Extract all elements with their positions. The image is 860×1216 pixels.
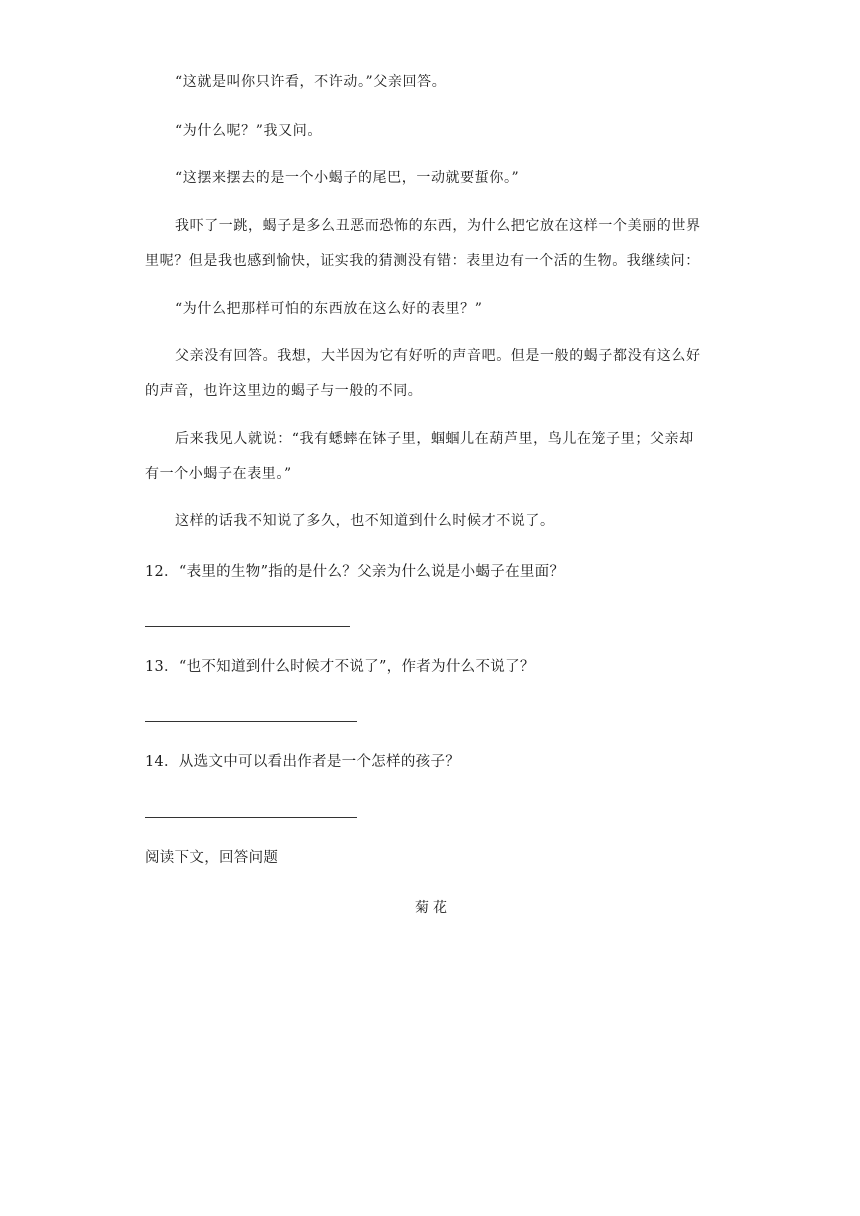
- question-text: 从选文中可以看出作者是一个怎样的孩子？: [178, 754, 461, 770]
- question-number: 12．: [145, 564, 179, 580]
- question-number: 13．: [145, 659, 179, 675]
- passage-line: 的声音，也许这里边的蝎子与一般的不同。: [145, 383, 423, 399]
- passage-line: 父亲没有回答。我想，大半因为它有好听的声音吧。但是一般的蝎子都没有这么好: [175, 348, 701, 364]
- question-text: “也不知道到什么时候才不说了”，作者为什么不说了？: [178, 659, 535, 675]
- question-12: [145, 562, 564, 582]
- passage-line: “为什么呢？”我又问。: [175, 123, 322, 139]
- passage-line: 我吓了一跳，蝎子是多么丑恶而恐怖的东西，为什么把它放在这样一个美丽的世界: [175, 218, 701, 234]
- question-13: [145, 657, 535, 677]
- passage-line: “为什么把那样可怕的东西放在这么好的表里？”: [175, 301, 483, 317]
- answer-line-13[interactable]: [145, 721, 357, 722]
- section-title: 菊花: [415, 900, 451, 916]
- question-14: [145, 752, 460, 772]
- passage-line: 里呢？但是我也感到愉快，证实我的猜测没有错：表里边有一个活的生物。我继续问：: [145, 253, 700, 269]
- question-text: “表里的生物”指的是什么？父亲为什么说是小蝎子在里面？: [178, 564, 565, 580]
- passage-line: “这摆来摆去的是一个小蝎子的尾巴，一动就要蜇你。”: [175, 170, 520, 186]
- answer-line-14[interactable]: [145, 817, 357, 818]
- passage-line: 有一个小蝎子在表里。”: [145, 466, 292, 482]
- question-number: 14．: [145, 754, 179, 770]
- passage-line: “这就是叫你只许看，不许动。”父亲回答。: [175, 74, 447, 90]
- passage-line: 这样的话我不知说了多久，也不知道到什么时候才不说了。: [175, 513, 555, 529]
- answer-line-12[interactable]: [145, 626, 350, 627]
- section-instruction: 阅读下文，回答问题: [145, 850, 279, 866]
- passage-line: 后来我见人就说：“我有蟋蟀在钵子里，蝈蝈儿在葫芦里，鸟儿在笼子里；父亲却: [175, 431, 694, 447]
